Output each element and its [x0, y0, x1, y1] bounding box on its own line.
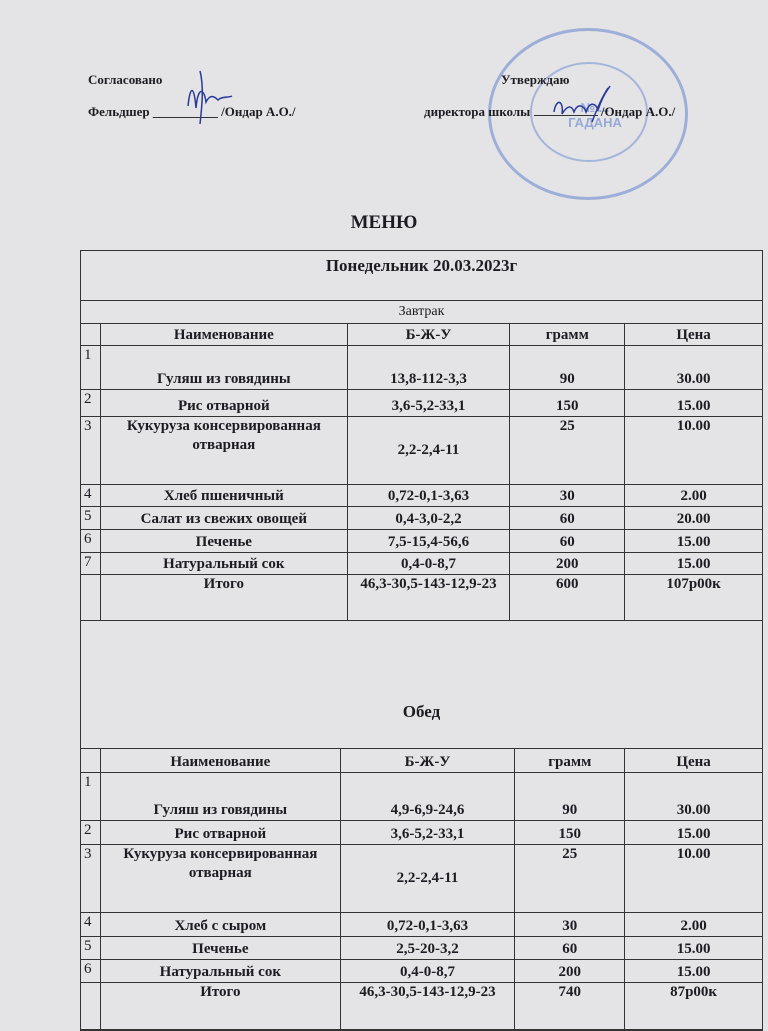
nutrition-value: 0,4-3,0-2,2 — [347, 507, 510, 530]
dish-name: Салат из свежих овощей — [100, 507, 347, 530]
dish-name: Печенье — [100, 530, 347, 553]
row-number: 5 — [81, 937, 101, 960]
director-name: /Ондар А.О./ — [600, 104, 676, 119]
table-row — [81, 507, 763, 530]
nutrition-value: 3,6-5,2-33,1 — [347, 390, 510, 417]
table-row — [81, 485, 763, 507]
row-number: 4 — [81, 913, 101, 937]
row-number: 6 — [81, 960, 101, 983]
agreed-label: Согласовано — [88, 72, 163, 87]
dish-name: Кукуруза консервированная отварная — [100, 417, 347, 485]
dish-name: Натуральный сок — [100, 960, 340, 983]
nutrition-value: 3,6-5,2-33,1 — [340, 821, 515, 845]
portion-grams: 60 — [510, 507, 625, 530]
table-header-row — [81, 324, 763, 346]
price: 2.00 — [625, 485, 763, 507]
table-row — [81, 937, 763, 960]
price: 2.00 — [625, 913, 763, 937]
portion-grams: 90 — [515, 773, 625, 821]
stamp-text: № ... ГАДАНА — [568, 100, 622, 130]
portion-grams: 60 — [510, 530, 625, 553]
row-number: 4 — [81, 485, 101, 507]
row-number: 2 — [81, 821, 101, 845]
total-price: 107р00к — [625, 575, 763, 621]
dish-name: Кукуруза консервированная отварная — [100, 845, 340, 913]
price: 15.00 — [625, 960, 763, 983]
nutrition-value: 7,5-15,4-56,6 — [347, 530, 510, 553]
price: 30.00 — [625, 346, 763, 390]
portion-grams: 200 — [510, 553, 625, 575]
price: 15.00 — [625, 821, 763, 845]
price: 15.00 — [625, 937, 763, 960]
total-grams: 740 — [515, 983, 625, 1031]
portion-grams: 30 — [515, 913, 625, 937]
total-label: Итого — [100, 983, 340, 1031]
medic-name: /Ондар А.О./ — [221, 104, 296, 119]
price: 15.00 — [625, 553, 763, 575]
nutrition-value: 13,8-112-3,3 — [347, 346, 510, 390]
row-number: 7 — [81, 553, 101, 575]
row-number: 1 — [81, 346, 101, 390]
total-row — [81, 575, 763, 621]
nutrition-value: 4,9-6,9-24,6 — [340, 773, 515, 821]
nutrition-value: 0,4-0-8,7 — [347, 553, 510, 575]
dish-name: Гуляш из говядины — [100, 346, 347, 390]
portion-grams: 25 — [515, 845, 625, 913]
breakfast-table — [80, 323, 763, 621]
column-header: Наименование — [100, 324, 347, 346]
director-label: директора школы — [424, 104, 531, 119]
medic-signature-blank: __________ — [152, 104, 218, 119]
table-row — [81, 845, 763, 913]
row-number: 3 — [81, 417, 101, 485]
total-grams: 600 — [510, 575, 625, 621]
director-signature — [548, 82, 618, 132]
dish-name: Рис отварной — [100, 821, 340, 845]
table-row — [81, 913, 763, 937]
dish-name: Гуляш из говядины — [100, 773, 340, 821]
lunch-table — [80, 748, 763, 1031]
nutrition-value: 2,2-2,4-11 — [340, 845, 515, 913]
total-nutrition: 46,3-30,5-143-12,9-23 — [347, 575, 510, 621]
table-row — [81, 530, 763, 553]
price: 15.00 — [625, 530, 763, 553]
column-header: грамм — [510, 324, 625, 346]
approve-label: Утверждаю — [501, 72, 570, 87]
portion-grams: 150 — [510, 390, 625, 417]
row-number: 5 — [81, 507, 101, 530]
table-row — [81, 821, 763, 845]
column-header: Б-Ж-У — [347, 324, 510, 346]
table-row — [81, 773, 763, 821]
row-number: 3 — [81, 845, 101, 913]
day-heading: Понедельник 20.03.2023г — [325, 256, 518, 275]
nutrition-value: 0,72-0,1-3,63 — [347, 485, 510, 507]
dish-name: Натуральный сок — [100, 553, 347, 575]
column-header: Б-Ж-У — [340, 749, 515, 773]
portion-grams: 200 — [515, 960, 625, 983]
table-row — [81, 960, 763, 983]
total-spacer — [81, 983, 101, 1031]
dish-name: Рис отварной — [100, 390, 347, 417]
price: 10.00 — [625, 845, 763, 913]
breakfast-heading: Завтрак — [398, 304, 445, 319]
dish-name: Хлеб пшеничный — [100, 485, 347, 507]
row-number: 6 — [81, 530, 101, 553]
column-header: Цена — [625, 324, 763, 346]
medic-label: Фельдшер — [88, 104, 150, 119]
total-spacer — [81, 575, 101, 621]
row-number: 1 — [81, 773, 101, 821]
portion-grams: 90 — [510, 346, 625, 390]
table-row — [81, 346, 763, 390]
column-header: Наименование — [100, 749, 340, 773]
total-label: Итого — [100, 575, 347, 621]
page-title: МЕНЮ — [350, 212, 418, 233]
table-header-row — [81, 749, 763, 773]
portion-grams: 25 — [510, 417, 625, 485]
column-header: грамм — [515, 749, 625, 773]
table-row — [81, 417, 763, 485]
total-nutrition: 46,3-30,5-143-12,9-23 — [340, 983, 515, 1031]
price: 30.00 — [625, 773, 763, 821]
total-price: 87р00к — [625, 983, 763, 1031]
price: 10.00 — [625, 417, 763, 485]
column-header: Цена — [625, 749, 763, 773]
portion-grams: 30 — [510, 485, 625, 507]
dish-name: Хлеб с сыром — [100, 913, 340, 937]
price: 15.00 — [625, 390, 763, 417]
portion-grams: 60 — [515, 937, 625, 960]
table-row — [81, 553, 763, 575]
portion-grams: 150 — [515, 821, 625, 845]
row-number: 2 — [81, 390, 101, 417]
nutrition-value: 0,72-0,1-3,63 — [340, 913, 515, 937]
lunch-heading: Обед — [402, 702, 441, 721]
total-row — [81, 983, 763, 1031]
price: 20.00 — [625, 507, 763, 530]
nutrition-value: 2,2-2,4-11 — [347, 417, 510, 485]
nutrition-value: 0,4-0-8,7 — [340, 960, 515, 983]
table-row — [81, 390, 763, 417]
dish-name: Печенье — [100, 937, 340, 960]
nutrition-value: 2,5-20-3,2 — [340, 937, 515, 960]
medic-signature — [180, 66, 240, 126]
